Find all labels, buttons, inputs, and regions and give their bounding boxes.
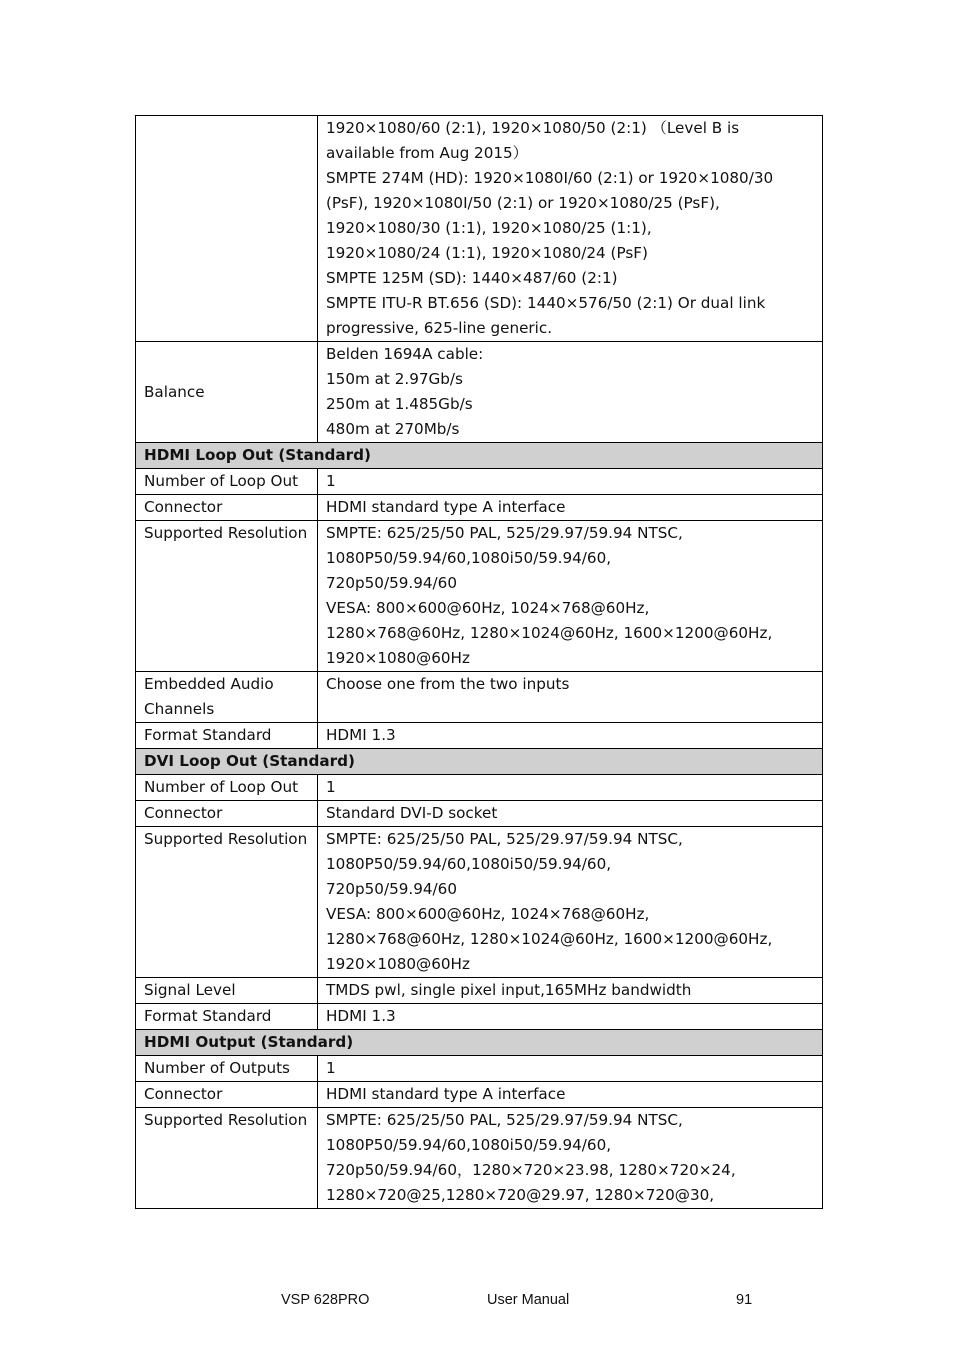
spec-value-line: 1080P50/59.94/60,1080i50/59.94/60,	[326, 1136, 612, 1154]
spec-value-line: VESA: 800×600@60Hz, 1024×768@60Hz,	[326, 599, 650, 617]
spec-row	[136, 1056, 823, 1082]
section-header-row	[136, 443, 823, 469]
spec-value-line: Choose one from the two inputs	[326, 675, 570, 693]
spec-key: Format Standard	[136, 1004, 318, 1030]
spec-value	[318, 1056, 823, 1082]
spec-value-line: 1	[326, 778, 336, 796]
section-title: DVI Loop Out (Standard)	[136, 749, 823, 775]
spec-row	[136, 521, 823, 672]
spec-value-line: 150m at 2.97Gb/s	[326, 370, 463, 388]
spec-value-line: 1280×768@60Hz, 1280×1024@60Hz, 1600×1200@60Hz,	[326, 624, 773, 642]
spec-row	[136, 342, 823, 443]
spec-value	[318, 1004, 823, 1030]
spec-value-line: 1080P50/59.94/60,1080i50/59.94/60,	[326, 855, 612, 873]
spec-value-line: 480m at 270Mb/s	[326, 420, 460, 438]
spec-row	[136, 1004, 823, 1030]
spec-key: Format Standard	[136, 723, 318, 749]
footer-product: VSP 628PRO	[281, 1292, 370, 1308]
spec-value	[318, 1108, 823, 1209]
spec-value-line: 720p50/59.94/60	[326, 880, 457, 898]
spec-value-line: 1920×1080/60 (2:1), 1920×1080/50 (2:1) （Level B is	[326, 119, 740, 137]
spec-value-line: 1	[326, 1059, 336, 1077]
spec-value-line: HDMI 1.3	[326, 1007, 396, 1025]
spec-value-line: SMPTE: 625/25/50 PAL, 525/29.97/59.94 NTSC,	[326, 1111, 683, 1129]
spec-key: Number of Outputs	[136, 1056, 318, 1082]
spec-value	[318, 521, 823, 672]
spec-key: Number of Loop Out	[136, 775, 318, 801]
spec-key: Embedded Audio Channels	[136, 672, 318, 723]
spec-value-line: SMPTE 274M (HD): 1920×1080I/60 (2:1) or 1920×1080/30	[326, 169, 774, 187]
spec-value-line: HDMI standard type A interface	[326, 498, 566, 516]
spec-value-line: 720p50/59.94/60	[326, 574, 457, 592]
spec-key: Signal Level	[136, 978, 318, 1004]
spec-value-line: SMPTE: 625/25/50 PAL, 525/29.97/59.94 NTSC,	[326, 524, 683, 542]
spec-value-line: 1920×1080/24 (1:1), 1920×1080/24 (PsF)	[326, 244, 648, 262]
spec-value-line: VESA: 800×600@60Hz, 1024×768@60Hz,	[326, 905, 650, 923]
section-header-row	[136, 1030, 823, 1056]
spec-value	[318, 469, 823, 495]
spec-row	[136, 723, 823, 749]
spec-table-body	[136, 116, 823, 1209]
spec-row	[136, 827, 823, 978]
spec-value-line: 1920×1080/30 (1:1), 1920×1080/25 (1:1),	[326, 219, 652, 237]
spec-row	[136, 801, 823, 827]
spec-row	[136, 672, 823, 723]
footer-doc-title: User Manual	[487, 1292, 570, 1308]
spec-row	[136, 469, 823, 495]
spec-row	[136, 978, 823, 1004]
spec-row	[136, 1082, 823, 1108]
footer-page-number: 91	[736, 1292, 753, 1308]
spec-key: Balance	[136, 342, 318, 443]
spec-value-line: HDMI standard type A interface	[326, 1085, 566, 1103]
spec-value-line: available from Aug 2015）	[326, 144, 528, 162]
spec-value-line: SMPTE ITU-R BT.656 (SD): 1440×576/50 (2:1) Or dual link	[326, 294, 766, 312]
section-title: HDMI Output (Standard)	[136, 1030, 823, 1056]
spec-key: Supported Resolution	[136, 827, 318, 978]
spec-value-line: 1280×768@60Hz, 1280×1024@60Hz, 1600×1200@60Hz,	[326, 930, 773, 948]
spec-value	[318, 1082, 823, 1108]
spec-value-line: TMDS pwl, single pixel input,165MHz bandwidth	[326, 981, 692, 999]
spec-value	[318, 495, 823, 521]
spec-key	[136, 116, 318, 342]
spec-value	[318, 827, 823, 978]
spec-table	[135, 115, 823, 1209]
spec-value-line: 1080P50/59.94/60,1080i50/59.94/60,	[326, 549, 612, 567]
spec-value-line: 1920×1080@60Hz	[326, 955, 470, 973]
spec-value	[318, 978, 823, 1004]
spec-value-line: SMPTE 125M (SD): 1440×487/60 (2:1)	[326, 269, 618, 287]
spec-value-line: Belden 1694A cable:	[326, 345, 484, 363]
spec-value-line: SMPTE: 625/25/50 PAL, 525/29.97/59.94 NTSC,	[326, 830, 683, 848]
spec-value	[318, 672, 823, 723]
section-header-row	[136, 749, 823, 775]
spec-value-line: Standard DVI-D socket	[326, 804, 498, 822]
spec-row	[136, 495, 823, 521]
spec-value-line: progressive, 625-line generic.	[326, 319, 553, 337]
spec-value-line: (PsF), 1920×1080I/50 (2:1) or 1920×1080/25 (PsF),	[326, 194, 720, 212]
spec-value	[318, 723, 823, 749]
spec-key: Number of Loop Out	[136, 469, 318, 495]
spec-key: Connector	[136, 801, 318, 827]
spec-value-line: 1	[326, 472, 336, 490]
spec-value	[318, 342, 823, 443]
section-title: HDMI Loop Out (Standard)	[136, 443, 823, 469]
spec-row	[136, 1108, 823, 1209]
spec-value-line: 1280×720@25,1280×720@29.97, 1280×720@30,	[326, 1186, 715, 1204]
spec-key: Connector	[136, 1082, 318, 1108]
spec-value-line: HDMI 1.3	[326, 726, 396, 744]
spec-row	[136, 775, 823, 801]
spec-value-line: 1920×1080@60Hz	[326, 649, 470, 667]
spec-value	[318, 775, 823, 801]
spec-key: Supported Resolution	[136, 1108, 318, 1209]
spec-value-line: 720p50/59.94/60，1280×720×23.98, 1280×720×24,	[326, 1161, 736, 1179]
spec-key: Supported Resolution	[136, 521, 318, 672]
spec-key: Connector	[136, 495, 318, 521]
spec-row	[136, 116, 823, 342]
spec-value-line: 250m at 1.485Gb/s	[326, 395, 473, 413]
spec-value	[318, 801, 823, 827]
spec-value	[318, 116, 823, 342]
